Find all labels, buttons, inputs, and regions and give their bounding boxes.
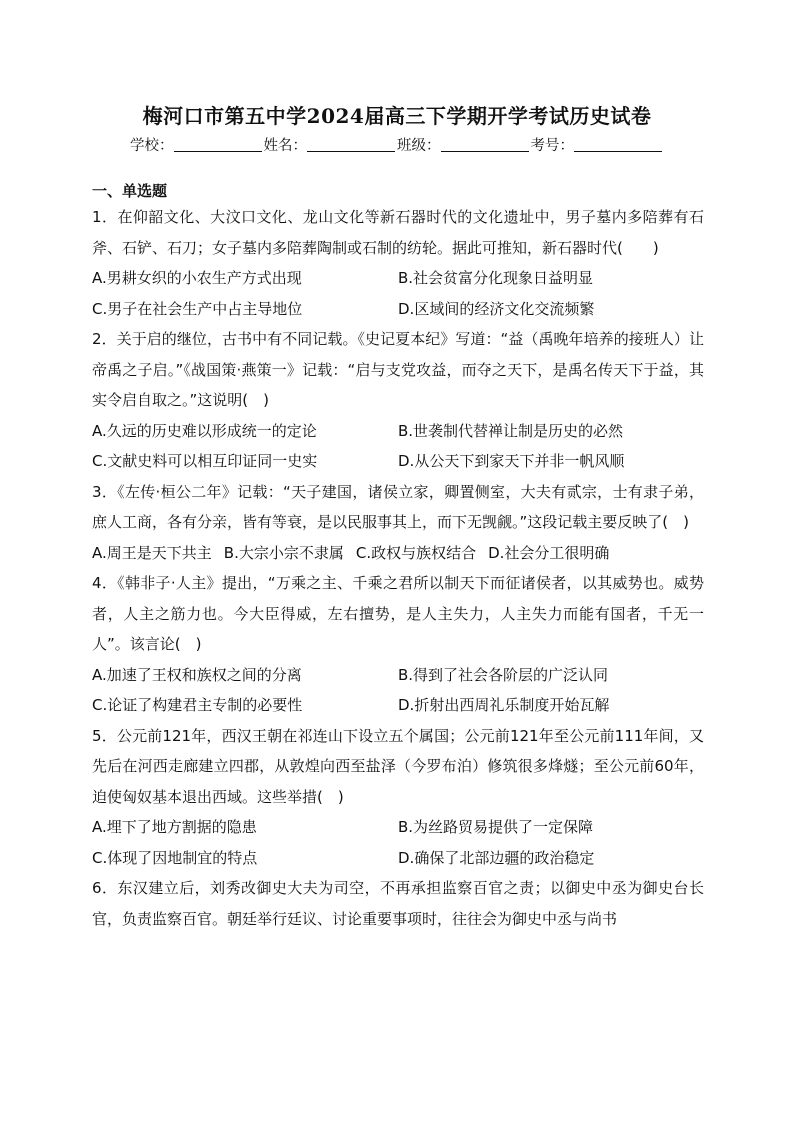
name-label: 姓名： [263,138,307,154]
class-label: 班级： [397,138,441,154]
question-options-1 [92,263,704,294]
question-stem-1: 1．在仰韶文化、大汶口文化、龙山文化等新石器时代的文化遗址中，男子墓内多陪葬有石斧、石铲、石刀；女子墓内多陪葬陶制或石制的纺轮。据此可推知，新石器时代( ) [92,208,704,257]
option-b: B.世袭制代替禅让制是历史的必然 [398,421,624,440]
option-b: B.为丝路贸易提供了一定保障 [398,818,594,836]
question-options-4 [92,660,704,691]
option-b: B.大宗小宗不隶属 [223,543,344,562]
number-blank[interactable] [574,137,662,152]
question-options-2b [92,446,704,477]
option-c: C.文献史料可以相互印证同一史实 [92,452,318,470]
option-b: B.社会贫富分化现象日益明显 [398,269,594,287]
question-stem-6: 6．东汉建立后，刘秀改御史大夫为司空，不再承担监察百官之责；以御史中丞为御史台长官，负责监察百官。朝廷举行廷议、讨论重要事项时，往往会为御史中丞与尚书 [92,879,704,928]
question-stem-4: 4．《韩非子·人主》提出，“万乘之主、千乘之君所以制天下而征诸侯者，以其威势也。威势者，人主之筋力也。今大臣得威，左右擅势，是人主失力，人主失力而能有国者，千无一人”。该言论( ) [92,574,704,653]
student-info-line [0,134,794,155]
school-label: 学校： [130,138,174,154]
section-title: 一、单选题 [92,182,168,200]
option-d: D.折射出西周礼乐制度开始瓦解 [398,696,610,714]
option-d: D.从公天下到家天下并非一帆风顺 [398,452,625,470]
option-b: B.得到了社会各阶层的广泛认同 [398,665,609,684]
option-a: A.埋下了地方割据的隐患 [92,818,257,836]
question-options-1b [92,294,704,325]
question-options-5b [92,843,704,874]
option-a: A.男耕女织的小农生产方式出现 [92,269,302,287]
question-options-3 [92,538,704,569]
question-stem-5: 5．公元前121年，西汉王朝在祁连山下设立五个属国；公元前121年至公元前111年间，又先后在河西走廊建立四郡，从敦煌向西至盐泽（今罗布泊）修筑很多烽燧；至公元前60年，迫使匈奴基本退出西域。这些举措( ) [92,726,704,806]
question-stem-3: 3．《左传·桓公二年》记载：“天子建国，诸侯立家，卿置侧室，大夫有贰宗，士有隶子弟，庶人工商，各有分亲，皆有等衰，是以民服事其上，而下无觊觎。”这段记载主要反映了( ) [92,482,704,531]
class-blank[interactable] [441,137,529,152]
option-c: C.男子在社会生产中占主导地位 [92,299,303,318]
option-a: A.加速了王权和族权之间的分离 [92,665,302,684]
option-c: C.论证了构建君主专制的必要性 [92,696,303,714]
school-blank[interactable] [174,137,262,152]
option-a: A.久远的历史难以形成统一的定论 [92,421,317,440]
option-a: A.周王是天下共主 [92,543,212,562]
question-options-5 [92,812,704,843]
option-d: D.社会分工很明确 [488,543,610,562]
option-c: C.政权与族权结合 [355,543,477,562]
exam-title: 梅河口市第五中学2024届高三下学期开学考试历史试卷 [142,104,652,128]
option-d: D.区域间的经济文化交流频繁 [398,299,595,318]
question-stem-2: 2．关于启的继位，古书中有不同记载。《史记夏本纪》写道：“益（禹晚年培养的接班人）让帝禹之子启。”《战国策·燕策一》记载：“启与支党攻益，而夺之天下，是禹名传天下于益，其实令启自取之。”这说明( ) [92,330,704,409]
question-options-4b [92,690,704,721]
exam-content [92,180,704,934]
option-d: D.确保了北部边疆的政治稳定 [398,848,595,867]
option-c: C.体现了因地制宜的特点 [92,848,258,867]
number-label: 考号： [530,138,574,154]
name-blank[interactable] [307,137,395,152]
question-options-2 [92,416,704,447]
